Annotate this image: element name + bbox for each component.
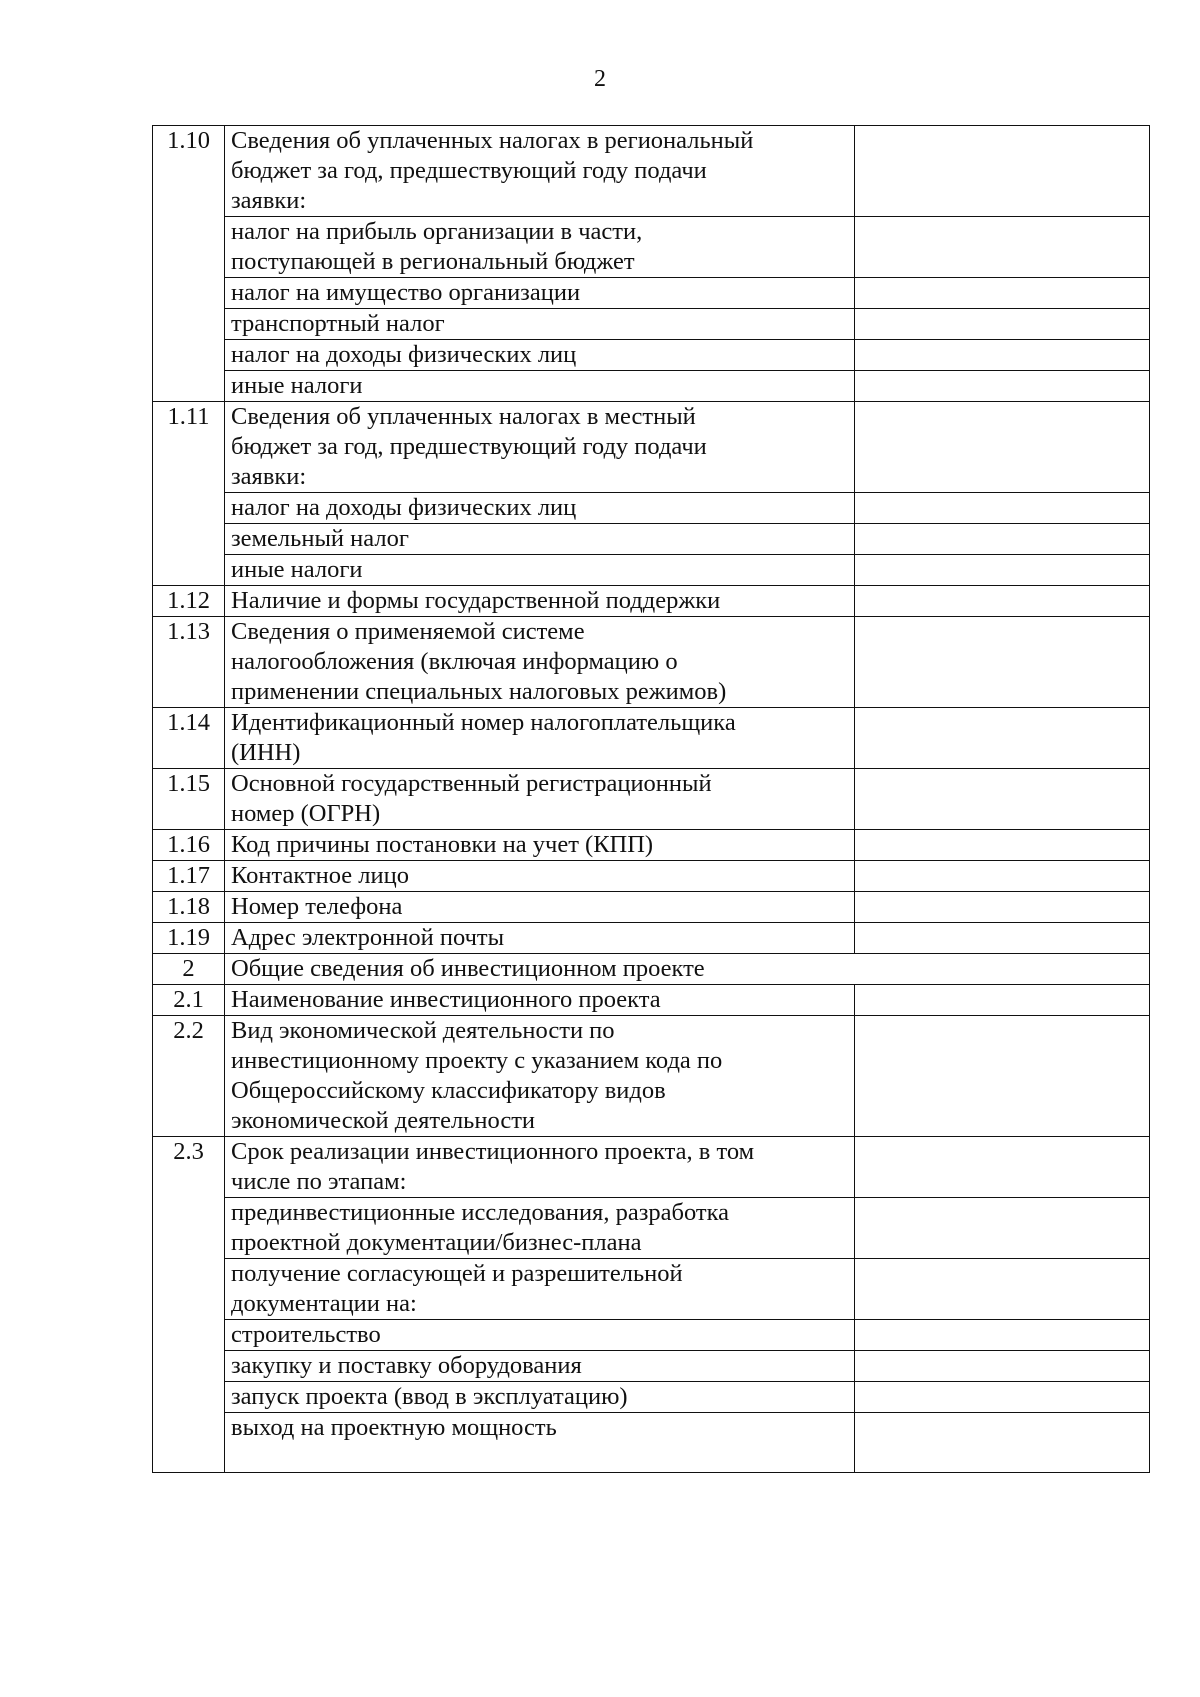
table-row	[153, 340, 1150, 371]
value-cell[interactable]	[855, 985, 1150, 1016]
row-number: 1.16	[153, 830, 225, 861]
table-row	[153, 1413, 1150, 1473]
row-label: налог на доходы физических лиц	[225, 493, 855, 524]
row-label: Наименование инвестиционного проекта	[225, 985, 855, 1016]
table-row	[153, 371, 1150, 402]
row-label: Контактное лицо	[225, 861, 855, 892]
table-row	[153, 126, 1150, 217]
table-row	[153, 402, 1150, 493]
table-row	[153, 892, 1150, 923]
table-row	[153, 524, 1150, 555]
table-row	[153, 217, 1150, 278]
table-row	[153, 1320, 1150, 1351]
table-row	[153, 861, 1150, 892]
row-number: 1.15	[153, 769, 225, 830]
value-cell[interactable]	[855, 126, 1150, 217]
value-cell[interactable]	[855, 1259, 1150, 1320]
row-label: Код причины постановки на учет (КПП)	[225, 830, 855, 861]
row-label: прединвестиционные исследования, разработка проектной документации/бизнес-плана	[225, 1198, 855, 1259]
table-row	[153, 769, 1150, 830]
page-number: 2	[594, 66, 606, 92]
value-cell[interactable]	[855, 524, 1150, 555]
table-row	[153, 1016, 1150, 1137]
table-row	[153, 1137, 1150, 1198]
table-row	[153, 493, 1150, 524]
table-row	[153, 1351, 1150, 1382]
table-row	[153, 586, 1150, 617]
row-label: Срок реализации инвестиционного проекта, в том числе по этапам:	[225, 1137, 855, 1198]
row-label: налог на прибыль организации в части, поступающей в региональный бюджет	[225, 217, 855, 278]
row-number: 1.12	[153, 586, 225, 617]
row-label: налог на доходы физических лиц	[225, 340, 855, 371]
section-header-row	[153, 954, 1150, 985]
value-cell[interactable]	[855, 923, 1150, 954]
value-cell[interactable]	[855, 830, 1150, 861]
value-cell[interactable]	[855, 217, 1150, 278]
section-title: Общие сведения об инвестиционном проекте	[225, 954, 1150, 985]
row-number: 2.3	[153, 1137, 225, 1473]
row-label: получение согласующей и разрешительной документации на:	[225, 1259, 855, 1320]
table-row	[153, 923, 1150, 954]
row-label: Сведения о применяемой системе налогообложения (включая информацию о применении специальных налоговых режимов)	[225, 617, 855, 708]
row-label: строительство	[225, 1320, 855, 1351]
row-number: 1.10	[153, 126, 225, 402]
row-label: иные налоги	[225, 371, 855, 402]
row-number: 1.11	[153, 402, 225, 586]
value-cell[interactable]	[855, 1137, 1150, 1198]
row-number: 2.1	[153, 985, 225, 1016]
table-row	[153, 278, 1150, 309]
row-number: 1.14	[153, 708, 225, 769]
table-row	[153, 555, 1150, 586]
table-row	[153, 830, 1150, 861]
row-label: Вид экономической деятельности по инвестиционному проекту с указанием кода по Общероссийскому классификатору видов экономической деятельности	[225, 1016, 855, 1137]
table-row	[153, 1259, 1150, 1320]
value-cell[interactable]	[855, 617, 1150, 708]
row-number: 2	[153, 954, 225, 985]
value-cell[interactable]	[855, 1198, 1150, 1259]
row-number: 1.18	[153, 892, 225, 923]
application-form-table	[152, 125, 1150, 1473]
table-row	[153, 708, 1150, 769]
value-cell[interactable]	[855, 340, 1150, 371]
row-label: выход на проектную мощность	[225, 1413, 855, 1473]
row-label: Номер телефона	[225, 892, 855, 923]
value-cell[interactable]	[855, 371, 1150, 402]
table-row	[153, 1198, 1150, 1259]
table-row	[153, 985, 1150, 1016]
table-row	[153, 1382, 1150, 1413]
value-cell[interactable]	[855, 402, 1150, 493]
value-cell[interactable]	[855, 1382, 1150, 1413]
row-number: 1.17	[153, 861, 225, 892]
value-cell[interactable]	[855, 1351, 1150, 1382]
table-row	[153, 617, 1150, 708]
row-number: 1.19	[153, 923, 225, 954]
value-cell[interactable]	[855, 861, 1150, 892]
row-label: Адрес электронной почты	[225, 923, 855, 954]
value-cell[interactable]	[855, 1320, 1150, 1351]
row-label: Основной государственный регистрационный номер (ОГРН)	[225, 769, 855, 830]
row-label: земельный налог	[225, 524, 855, 555]
row-number: 1.13	[153, 617, 225, 708]
row-label: Идентификационный номер налогоплательщика (ИНН)	[225, 708, 855, 769]
row-label: Сведения об уплаченных налогах в местный бюджет за год, предшествующий году подачи заявки:	[225, 402, 855, 493]
value-cell[interactable]	[855, 586, 1150, 617]
value-cell[interactable]	[855, 892, 1150, 923]
table-row	[153, 309, 1150, 340]
row-number: 2.2	[153, 1016, 225, 1137]
value-cell[interactable]	[855, 769, 1150, 830]
row-label: иные налоги	[225, 555, 855, 586]
value-cell[interactable]	[855, 278, 1150, 309]
row-label: Сведения об уплаченных налогах в региональный бюджет за год, предшествующий году подачи заявки:	[225, 126, 855, 217]
value-cell[interactable]	[855, 493, 1150, 524]
row-label: Наличие и формы государственной поддержки	[225, 586, 855, 617]
value-cell[interactable]	[855, 555, 1150, 586]
row-label: транспортный налог	[225, 309, 855, 340]
value-cell[interactable]	[855, 1413, 1150, 1473]
row-label: налог на имущество организации	[225, 278, 855, 309]
value-cell[interactable]	[855, 1016, 1150, 1137]
row-label: закупку и поставку оборудования	[225, 1351, 855, 1382]
value-cell[interactable]	[855, 309, 1150, 340]
value-cell[interactable]	[855, 708, 1150, 769]
row-label: запуск проекта (ввод в эксплуатацию)	[225, 1382, 855, 1413]
